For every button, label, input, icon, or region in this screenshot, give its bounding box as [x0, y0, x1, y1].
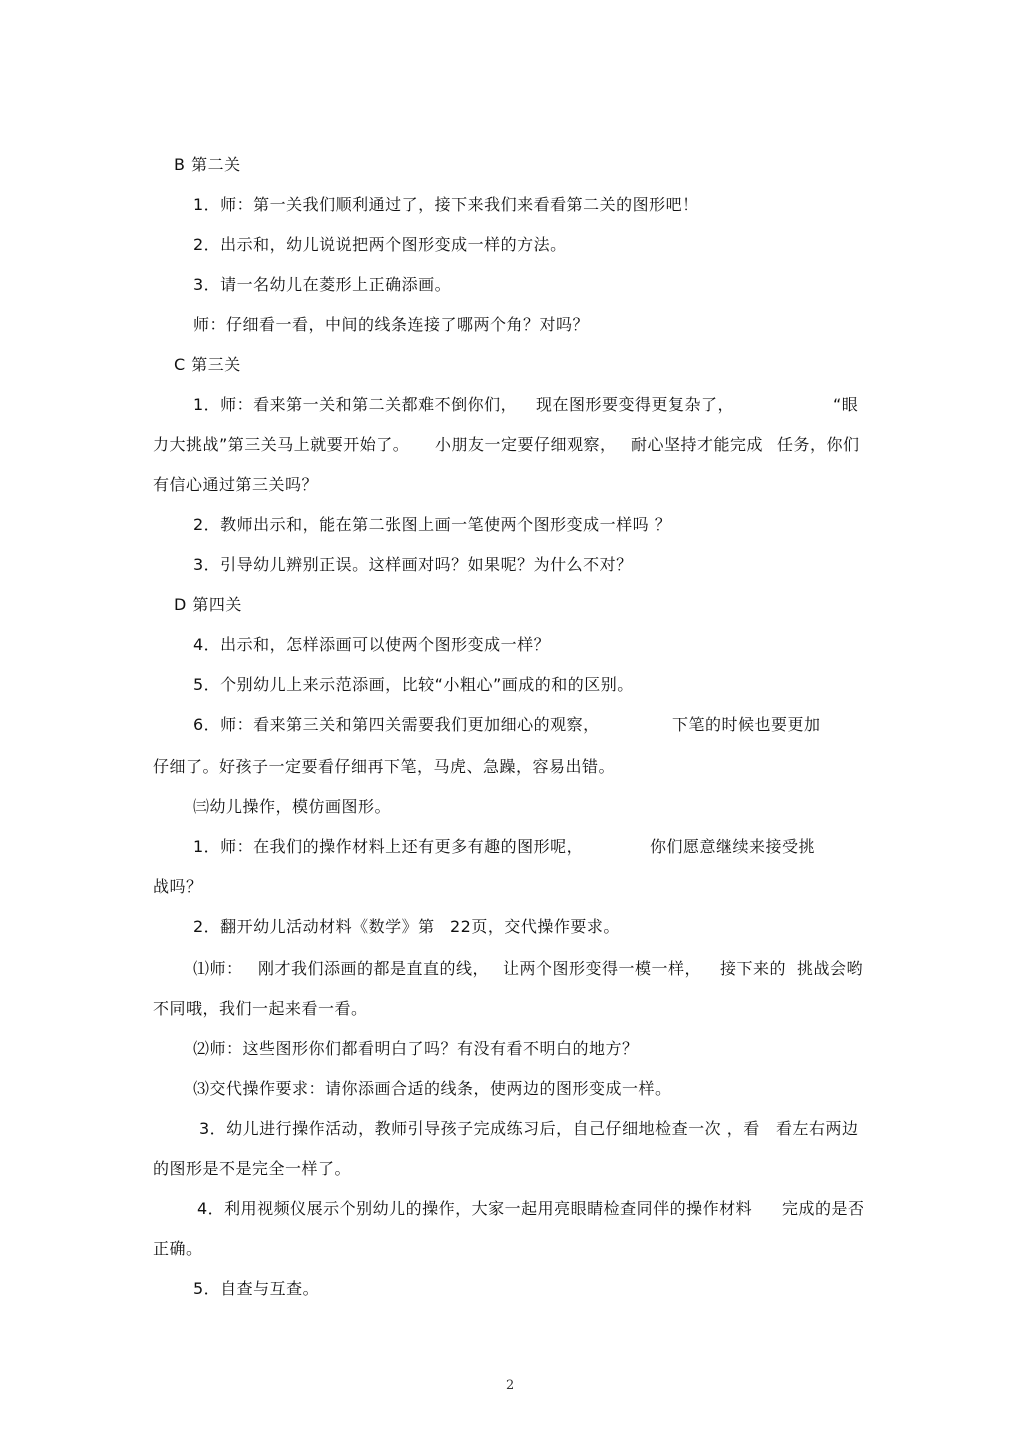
paragraph-line: 师：仔细看一看，中间的线条连接了哪两个角？对吗？ [193, 315, 590, 334]
paragraph-line-segment: 让两个图形变得一模一样， [503, 959, 702, 978]
paragraph-line-segment: 任务，你们 [777, 435, 860, 454]
paragraph-line: 1．师：第一关我们顺利通过了，接下来我们来看看第二关的图形吧！ [193, 195, 699, 214]
paragraph-line-segment: 现在图形要变得更复杂了， [536, 395, 735, 414]
paragraph-line: ⑶交代操作要求：请你添画合适的线条，使两边的图形变成一样。 [193, 1079, 672, 1098]
paragraph-line-segment: 你们愿意继续来接受挑 [650, 837, 816, 856]
paragraph-line: 战吗？ [153, 877, 203, 896]
paragraph-line: 2．出示和，幼儿说说把两个图形变成一样的方法。 [193, 235, 567, 254]
paragraph-line: 4．利用视频仪展示个别幼儿的操作，大家一起用亮眼睛检查同伴的操作材料 [197, 1199, 753, 1218]
paragraph-line-segment: 耐心坚持才能完成 [631, 435, 764, 454]
paragraph-line: 5．个别幼儿上来示范添画，比较“小粗心”画成的和的区别。 [193, 675, 634, 694]
paragraph-line-segment: 挑战会哟 [797, 959, 864, 978]
page-number: 2 [506, 1378, 515, 1393]
paragraph-line: 4．出示和，怎样添画可以使两个图形变成一样？ [193, 635, 551, 654]
paragraph-line: 不同哦，我们一起来看一看。 [153, 999, 368, 1018]
paragraph-line-segment: 看左右两边 [776, 1119, 859, 1138]
paragraph-line: ⑵师：这些图形你们都看明白了吗？有没有看不明白的地方？ [193, 1039, 639, 1058]
paragraph-line-segment: “眼 [833, 395, 859, 414]
paragraph-line: 3．请一名幼儿在菱形上正确添画。 [193, 275, 452, 294]
paragraph-line: 2．教师出示和，能在第二张图上画一笔使两个图形变成一样吗 ？ [193, 515, 672, 534]
paragraph-line: 6．师：看来第三关和第四关需要我们更加细心的观察， [193, 715, 600, 734]
paragraph-line: 3．引导幼儿辨别正误。这样画对吗？如果呢？为什么不对？ [193, 555, 633, 574]
paragraph-line: ⑴师： [193, 959, 243, 978]
section-heading-3: ㈢幼儿操作，模仿画图形。 [193, 797, 392, 816]
section-heading-d: D 第四关 [174, 595, 242, 614]
paragraph-line-segment: 刚才我们添画的都是直直的线， [258, 959, 490, 978]
paragraph-line: 5．自查与互查。 [193, 1279, 320, 1298]
paragraph-line: 仔细了。好孩子一定要看仔细再下笔，马虎、急躁，容易出错。 [153, 757, 616, 776]
paragraph-line-segment: 下笔的时候也要更加 [672, 715, 821, 734]
section-heading-c: C 第三关 [174, 355, 241, 374]
paragraph-line: 2．翻开幼儿活动材料《数学》第 [193, 917, 435, 936]
paragraph-line-segment: 22页，交代操作要求。 [450, 917, 620, 936]
section-heading-b: B 第二关 [174, 155, 241, 174]
paragraph-line: 的图形是不是完全一样了。 [153, 1159, 352, 1178]
paragraph-line: 有信心通过第三关吗？ [153, 475, 319, 494]
paragraph-line: 3．幼儿进行操作活动，教师引导孩子完成练习后，自己仔细地检查一次 ，看 [199, 1119, 760, 1138]
paragraph-line: 正确。 [153, 1239, 203, 1258]
paragraph-line-segment: 接下来的 [720, 959, 787, 978]
paragraph-line: 1．师：看来第一关和第二关都难不倒你们， [193, 395, 518, 414]
paragraph-line-segment: 完成的是否 [782, 1199, 865, 1218]
paragraph-line: 1．师：在我们的操作材料上还有更多有趣的图形呢， [193, 837, 584, 856]
paragraph-line-segment: 小朋友一定要仔细观察， [435, 435, 617, 454]
paragraph-line: 力大挑战”第三关马上就要开始了。 [153, 435, 410, 454]
